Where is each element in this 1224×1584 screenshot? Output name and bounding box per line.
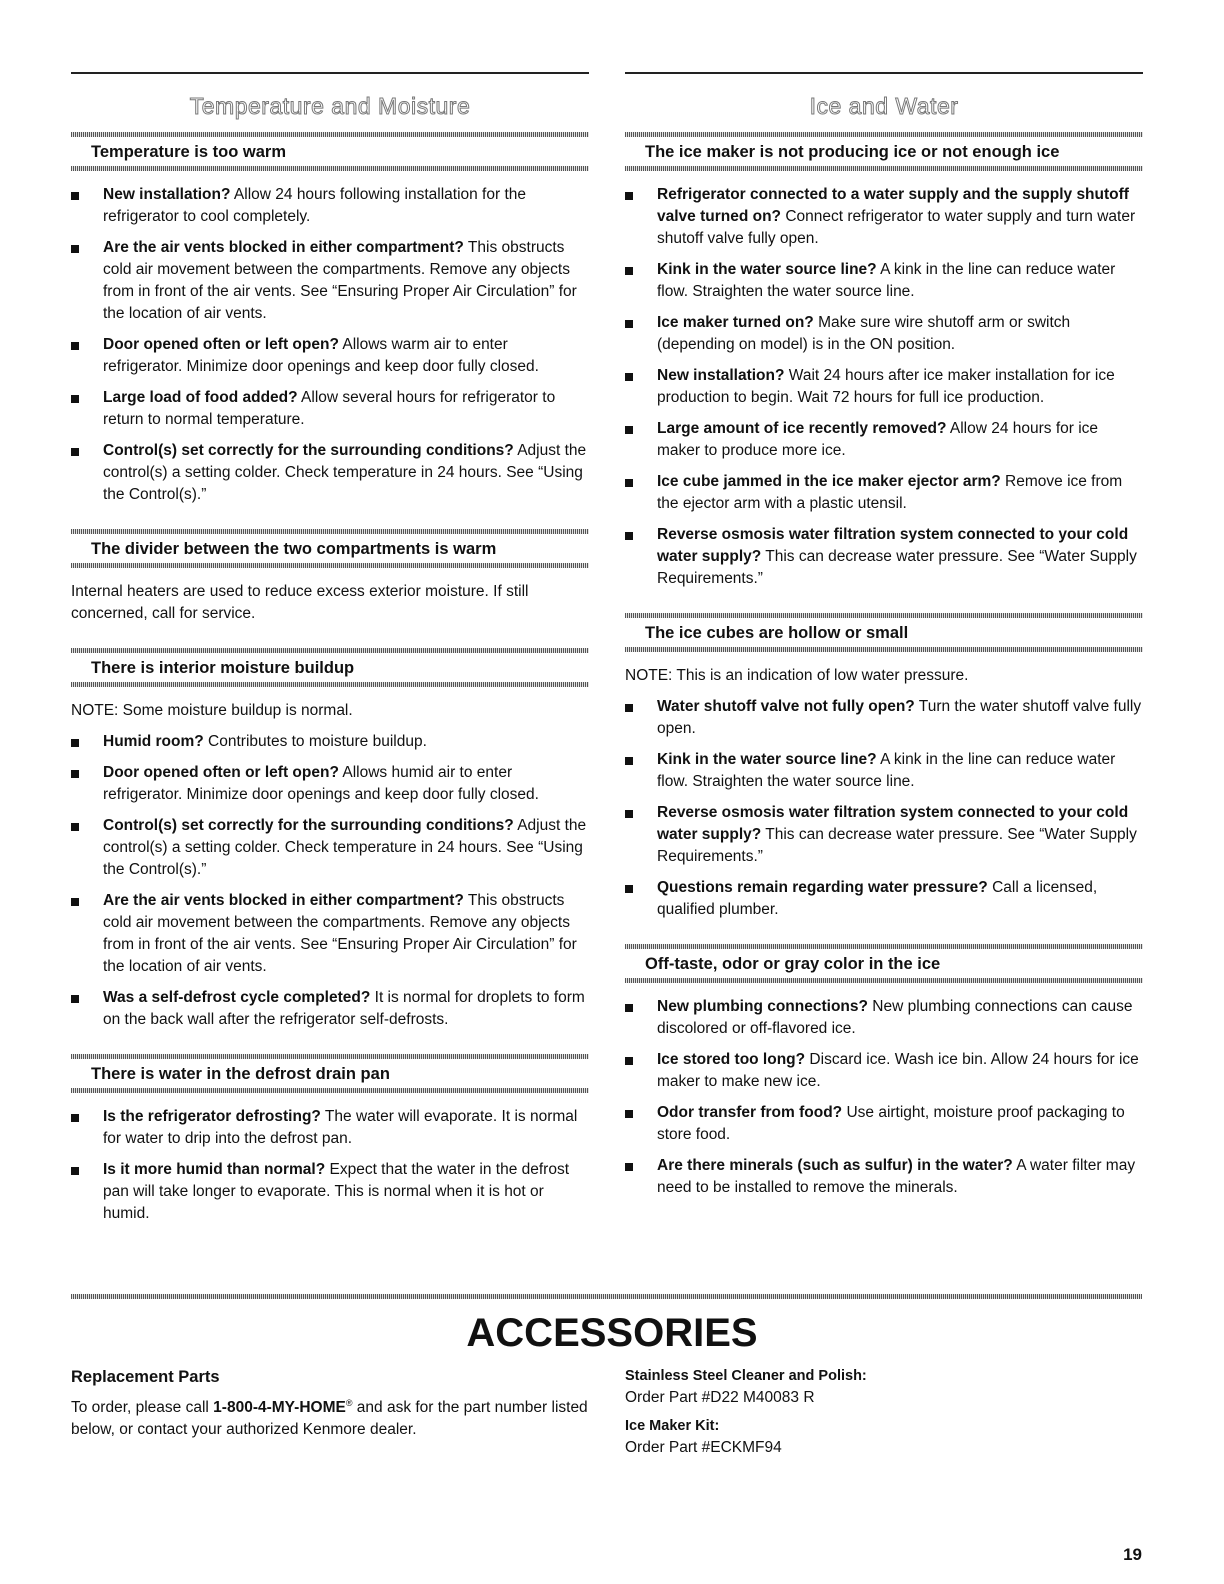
- cleaner-label: Stainless Steel Cleaner and Polish:: [625, 1368, 867, 1384]
- list-item: Humid room? Contributes to moisture buildup.: [71, 731, 589, 753]
- list-item: Was a self-defrost cycle completed? It is normal for droplets to form on the back wall after the refrigerator self-defrosts.: [71, 987, 589, 1031]
- list-item: Ice stored too long? Discard ice. Wash ice bin. Allow 24 hours for ice maker to make new ice.: [625, 1049, 1143, 1093]
- hatch-divider: [71, 1294, 1142, 1299]
- list-item: Control(s) set correctly for the surrounding conditions? Adjust the control(s) a setting colder. Check temperature in 24 hours. See “Using the Control(s).”: [71, 440, 589, 506]
- list-item: New installation? Allow 24 hours following installation for the refrigerator to cool completely.: [71, 184, 589, 228]
- hatch-divider: [71, 563, 589, 568]
- list-item: Kink in the water source line? A kink in the line can reduce water flow. Straighten the water source line.: [625, 259, 1143, 303]
- subheading: There is water in the defrost drain pan: [91, 1065, 390, 1083]
- paragraph: Internal heaters are used to reduce excess exterior moisture. If still concerned, call for service.: [71, 583, 529, 622]
- list-item: Is it more humid than normal? Expect that the water in the defrost pan will take longer to evaporate. This is normal when it is hot or humid.: [71, 1159, 589, 1225]
- column-ice-water: [625, 72, 1143, 1208]
- list-item: Ice maker turned on? Make sure wire shutoff arm or switch (depending on model) is in the ON position.: [625, 312, 1143, 356]
- list-item: Ice cube jammed in the ice maker ejector arm? Remove ice from the ejector arm with a plastic utensil.: [625, 471, 1143, 515]
- section-title: Temperature and Moisture: [189, 93, 471, 119]
- hatch-divider: [625, 647, 1143, 652]
- accessories-title: ACCESSORIES: [466, 1311, 758, 1355]
- list-item: Control(s) set correctly for the surrounding conditions? Adjust the control(s) a setting colder. Check temperature in 24 hours. See “Using the Control(s).”: [71, 815, 589, 881]
- hatch-divider: [71, 166, 589, 171]
- list-item: Large amount of ice recently removed? Allow 24 hours for ice maker to produce more ice.: [625, 418, 1143, 462]
- list-item: Questions remain regarding water pressure? Call a licensed, qualified plumber.: [625, 877, 1143, 921]
- top-rule: [625, 72, 1143, 74]
- subheading: The ice maker is not producing ice or not enough ice: [645, 143, 1060, 161]
- list-item: Are there minerals (such as sulfur) in the water? A water filter may need to be installed to remove the minerals.: [625, 1155, 1143, 1199]
- cleaner-part: Order Part #D22 M40083 R: [625, 1389, 815, 1406]
- list-item: Water shutoff valve not fully open? Turn the water shutoff valve fully open.: [625, 696, 1143, 740]
- note: NOTE: Some moisture buildup is normal.: [71, 702, 353, 719]
- icekit-label: Ice Maker Kit:: [625, 1418, 720, 1434]
- note: NOTE: This is an indication of low water pressure.: [625, 667, 969, 684]
- list-item: Odor transfer from food? Use airtight, moisture proof packaging to store food.: [625, 1102, 1143, 1146]
- list-item: Large load of food added? Allow several hours for refrigerator to return to normal temperature.: [71, 387, 589, 431]
- hatch-divider: [71, 1088, 589, 1093]
- list-item: Reverse osmosis water filtration system connected to your cold water supply? This can decrease water pressure. See “Water Supply Requirements.”: [625, 524, 1143, 590]
- phone-number: 1-800-4-MY-HOME: [213, 1399, 346, 1417]
- replacement-parts: [71, 1368, 591, 1441]
- subheading: The divider between the two compartments is warm: [91, 540, 497, 558]
- subheading: Temperature is too warm: [91, 143, 286, 161]
- part-numbers: [625, 1368, 1145, 1468]
- hatch-divider: [625, 166, 1143, 171]
- hatch-divider: [71, 682, 589, 687]
- list-item: Refrigerator connected to a water supply and the supply shutoff valve turned on? Connect refrigerator to water supply and turn water shutoff valve fully open.: [625, 184, 1143, 250]
- column-temperature-moisture: [71, 72, 589, 1234]
- list-item: Door opened often or left open? Allows warm air to enter refrigerator. Minimize door openings and keep door fully closed.: [71, 334, 589, 378]
- page-number: 19: [1123, 1545, 1142, 1564]
- list-item: Door opened often or left open? Allows humid air to enter refrigerator. Minimize door openings and keep door fully closed.: [71, 762, 589, 806]
- hatch-divider: [625, 978, 1143, 983]
- subheading: Off-taste, odor or gray color in the ice: [645, 955, 941, 973]
- replacement-text: To order, please call 1-800-4-MY-HOME® and ask for the part number listed below, or contact your authorized Kenmore dealer.: [71, 1398, 588, 1439]
- list-item: Are the air vents blocked in either compartment? This obstructs cold air movement between the compartments. Remove any objects from in front of the air vents. See “Ensuring Proper Air Circulation” for the location of air vents.: [71, 237, 589, 325]
- icekit-part: Order Part #ECKMF94: [625, 1439, 782, 1456]
- subheading: There is interior moisture buildup: [91, 659, 355, 677]
- list-item: Kink in the water source line? A kink in the line can reduce water flow. Straighten the water source line.: [625, 749, 1143, 793]
- replacement-heading: Replacement Parts: [71, 1368, 220, 1386]
- list-item: Reverse osmosis water filtration system connected to your cold water supply? This can decrease water pressure. See “Water Supply Requirements.”: [625, 802, 1143, 868]
- top-rule: [71, 72, 589, 74]
- subheading: The ice cubes are hollow or small: [645, 624, 909, 642]
- list-item: New installation? Wait 24 hours after ice maker installation for ice production to begin. Wait 72 hours for full ice production.: [625, 365, 1143, 409]
- list-item: Are the air vents blocked in either compartment? This obstructs cold air movement between the compartments. Remove any objects from in front of the air vents. See “Ensuring Proper Air Circulation” for the location of air vents.: [71, 890, 589, 978]
- list-item: New plumbing connections? New plumbing connections can cause discolored or off-flavored ice.: [625, 996, 1143, 1040]
- section-title: Ice and Water: [809, 93, 959, 119]
- list-item: Is the refrigerator defrosting? The water will evaporate. It is normal for water to drip into the defrost pan.: [71, 1106, 589, 1150]
